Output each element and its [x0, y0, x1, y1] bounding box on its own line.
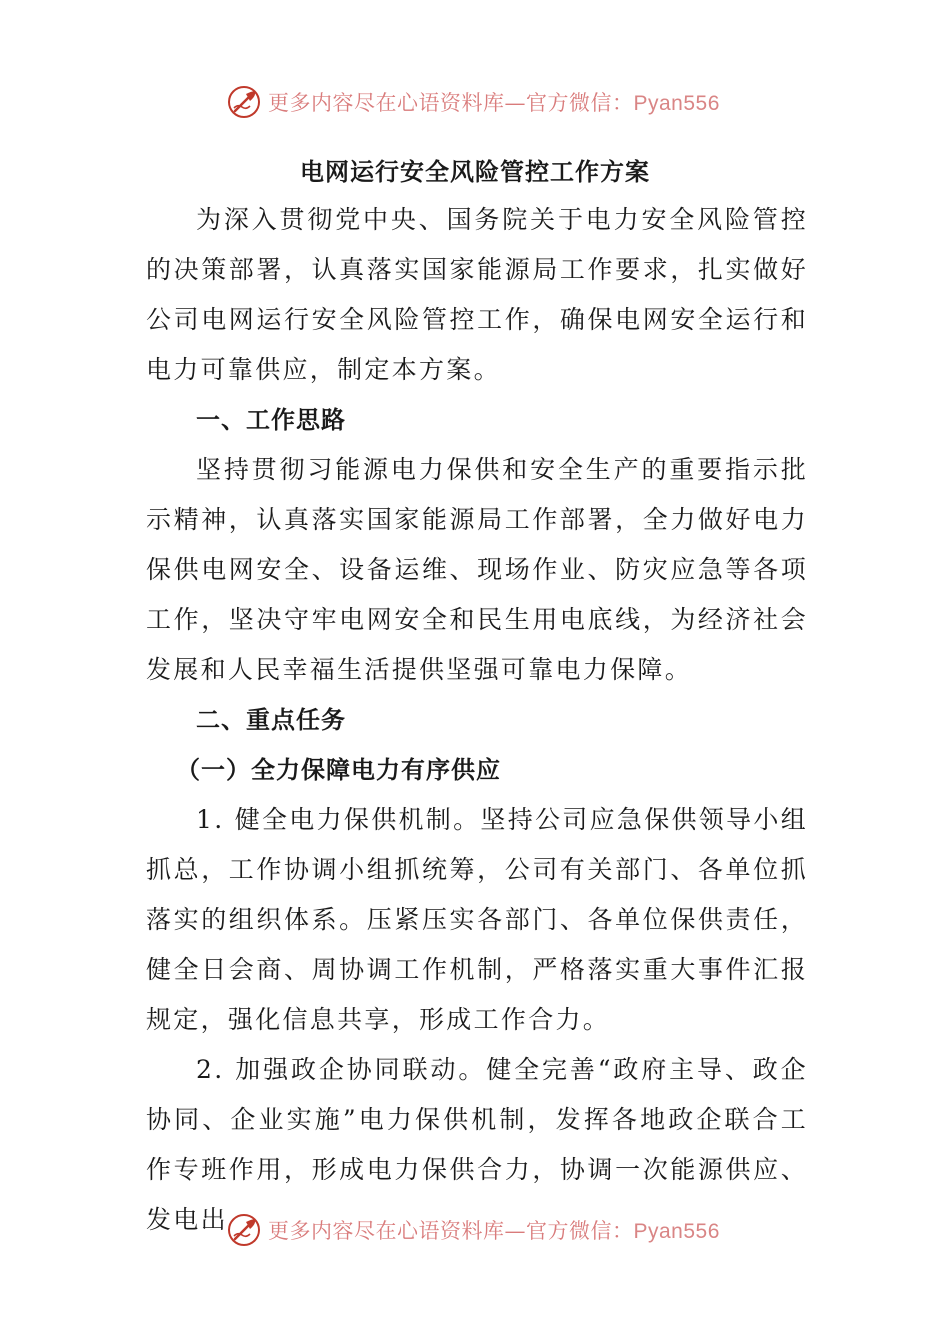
- watermark-wechat-id: Pyan556: [633, 1220, 720, 1243]
- section-heading-key-tasks: 二、重点任务: [196, 705, 346, 734]
- watermark-footer: [226, 1208, 746, 1252]
- task-item-2: 2. 加强政企协同联动。健全完善“政府主导、政企协同、企业实施”电力保供机制，发挥各地政企联合工作专班作用，形成电力保供合力，协调一次能源供应、发电出: [146, 1055, 808, 1234]
- watermark-text: [268, 87, 720, 117]
- work-approach-paragraph: 坚持贯彻习能源电力保供和安全生产的重要指示批示精神，认真落实国家能源局工作部署，全力做好电力保供电网安全、设备运维、现场作业、防灾应急等各项工作，坚决守牢电网安全和民生用电底线，为经济社会发展和人民幸福生活提供坚强可靠电力保障。: [146, 455, 808, 684]
- quill-logo-icon: [226, 84, 262, 120]
- task-item-1: 1. 健全电力保供机制。坚持公司应急保供领导小组抓总，工作协调小组抓统筹，公司有关部门、各单位抓落实的组织体系。压紧压实各部门、各单位保供责任，健全日会商、周协调工作机制，严格落实重大事件汇报规定，强化信息共享，形成工作合力。: [146, 805, 809, 1034]
- quill-logo-icon: [226, 1212, 262, 1248]
- watermark-wechat-id: Pyan556: [633, 92, 720, 115]
- watermark-text: [268, 1215, 720, 1245]
- watermark-label: 更多内容尽在心语资料库—官方微信：: [268, 1219, 634, 1243]
- section-heading-work-approach: 一、工作思路: [196, 405, 346, 434]
- document-title: 电网运行安全风险管控工作方案: [300, 157, 650, 186]
- subsection-heading-power-supply: （一）全力保障电力有序供应: [176, 755, 501, 784]
- watermark-label: 更多内容尽在心语资料库—官方微信：: [268, 91, 634, 115]
- document-body: [146, 195, 808, 1245]
- intro-paragraph: 为深入贯彻党中央、国务院关于电力安全风险管控的决策部署，认真落实国家能源局工作要求，扎实做好公司电网运行安全风险管控工作，确保电网安全运行和电力可靠供应，制定本方案。: [146, 205, 808, 384]
- watermark-header: [226, 80, 746, 124]
